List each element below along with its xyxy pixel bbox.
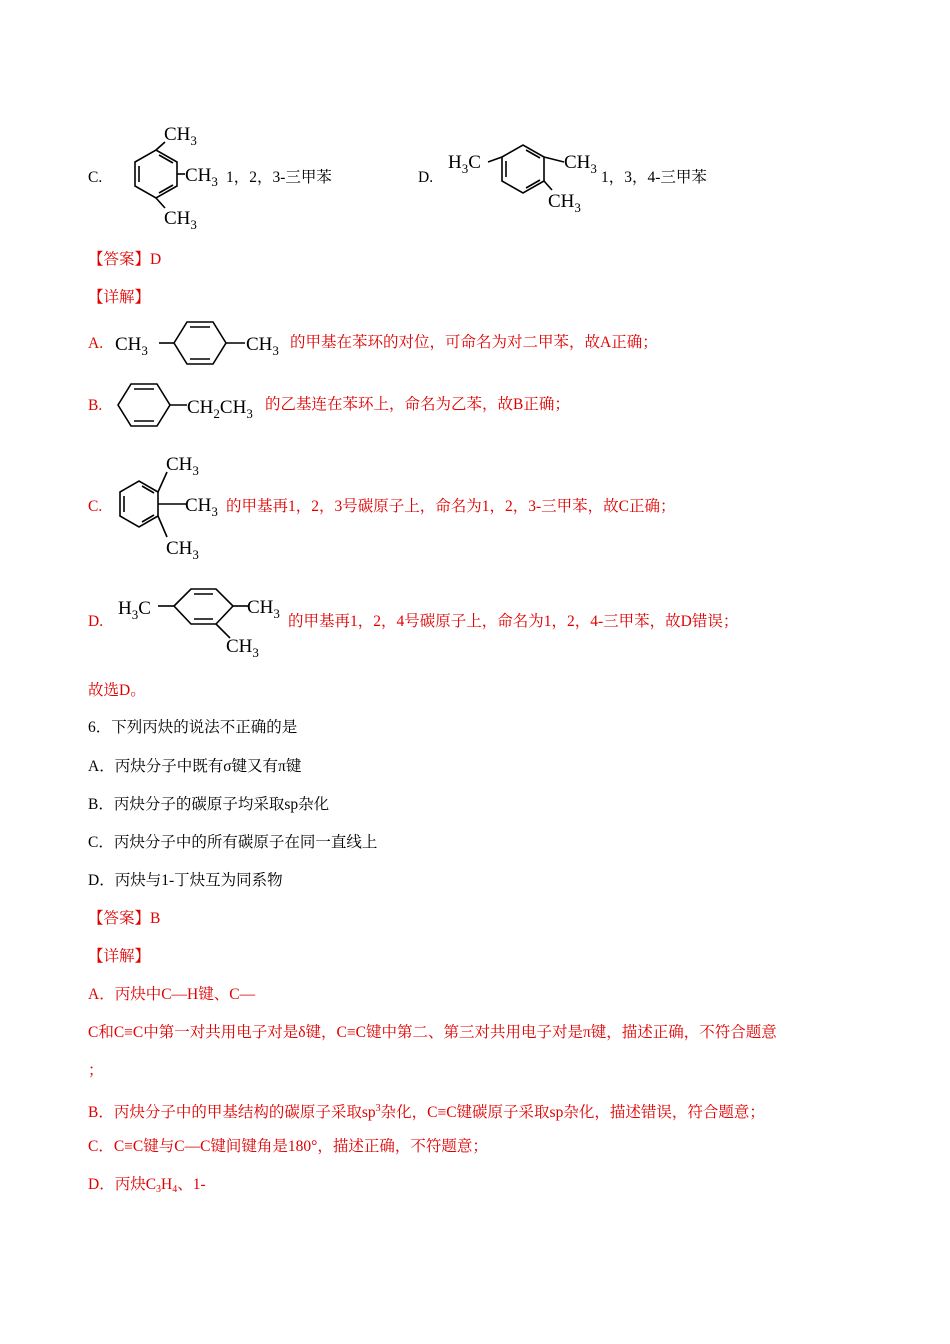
- detail-2-b-line: B．丙炔分子中的甲基结构的碳原子采取$sp^3$杂化，C≡C键碳原子采取sp杂化，描述错误，符合题意；: [88, 1103, 765, 1121]
- detail-1-b-letter: B.: [88, 397, 103, 414]
- answer-label: 【答案】: [88, 910, 151, 927]
- option-d-letter: D.: [418, 169, 434, 186]
- answer-1: [88, 250, 161, 270]
- formula-label: $CH_3$: [164, 124, 197, 148]
- detail-2-label: 【详解】: [88, 948, 151, 965]
- question-6-option-a: A．丙炔分子中既有σ键又有π键: [88, 758, 302, 775]
- detail-1-c-letter: C.: [88, 498, 103, 515]
- question-6-stem: 6．下列丙炔的说法不正确的是: [88, 719, 298, 736]
- p-xylene-structure: [115, 318, 295, 368]
- trimethylbenzene-134-structure: [448, 130, 608, 215]
- detail-2-c-line: C．C≡C键与C—C键间键角是180°，描述正确，不符题意；: [88, 1138, 488, 1155]
- svg-text:CH3: $CH_3$: [166, 454, 199, 478]
- ethylbenzene-structure: [115, 380, 275, 430]
- trimethylbenzene-124-structure: [118, 576, 293, 661]
- detail-1-d-text: 的甲基再1，2，4号碳原子上，命名为1，2，4-三甲苯，故D错误；: [288, 613, 739, 630]
- detail-1-label: 【详解】: [88, 289, 151, 306]
- svg-text:H3C: $H_3C$: [118, 598, 151, 622]
- svg-text:CH3: $CH_3$: [115, 334, 148, 358]
- question-6-option-d: D．丙炔与1-丁炔互为同系物: [88, 872, 283, 889]
- answer-label: 【答案】: [88, 251, 151, 268]
- detail-1-d-letter: D.: [88, 613, 104, 630]
- detail-2-d-line: D．丙炔$C_3H_4$、1-: [88, 1176, 206, 1195]
- detail-1-a-text: 的甲基在苯环的对位，可命名为对二甲苯，故A正确；: [290, 334, 658, 351]
- svg-text:H3C: $H_3C$: [448, 152, 481, 176]
- formula-label: $CH_3$: [185, 165, 218, 189]
- svg-text:CH3: $CH_3$: [548, 191, 581, 215]
- option-d-name: 1，3，4-三甲苯: [601, 169, 707, 186]
- detail-1-b-text: 的乙基连在苯环上，命名为乙苯，故B正确；: [265, 396, 570, 413]
- answer-value: D: [150, 251, 162, 268]
- detail-2-a-line1: A．丙炔中C—H键、C—: [88, 986, 256, 1003]
- question-6-option-c: C．丙炔分子中的所有碳原子在同一直线上: [88, 834, 378, 851]
- option-c-letter: C.: [88, 169, 103, 186]
- detail-2-a-line2: C和C≡C中第一对共用电子对是δ键，C≡C键中第二、第三对共用电子对是π键，描述正确，不符合题意: [88, 1024, 777, 1041]
- answer-2: [88, 909, 160, 929]
- svg-text:CH3: $CH_3$: [226, 636, 259, 660]
- detail-2-a-line3: ；: [88, 1062, 104, 1079]
- answer-value: B: [150, 910, 161, 927]
- detail-1-c-text: 的甲基再1，2，3号碳原子上，命名为1，2，3-三甲苯，故C正确；: [226, 498, 676, 515]
- svg-text:CH3: $CH_3$: [564, 152, 597, 176]
- svg-text:CH3: $CH_3$: [247, 597, 280, 621]
- formula-label: $CH_3$: [164, 208, 197, 232]
- svg-text:CH3: $CH_3$: [185, 495, 218, 519]
- svg-text:CH3: $CH_3$: [166, 538, 199, 562]
- trimethylbenzene-123-detail-structure: [110, 448, 230, 563]
- detail-1-a-letter: A.: [88, 335, 104, 352]
- trimethylbenzene-123-structure: [110, 118, 220, 233]
- svg-text:CH3: $CH_3$: [246, 334, 279, 358]
- svg-text:CH2CH3: $CH_2CH_3$: [187, 397, 253, 421]
- option-c-name: 1，2，3-三甲苯: [226, 169, 332, 186]
- question-6-option-b: B．丙炔分子的碳原子均采取sp杂化: [88, 796, 330, 813]
- detail-1-conclusion: 故选D。: [88, 682, 146, 699]
